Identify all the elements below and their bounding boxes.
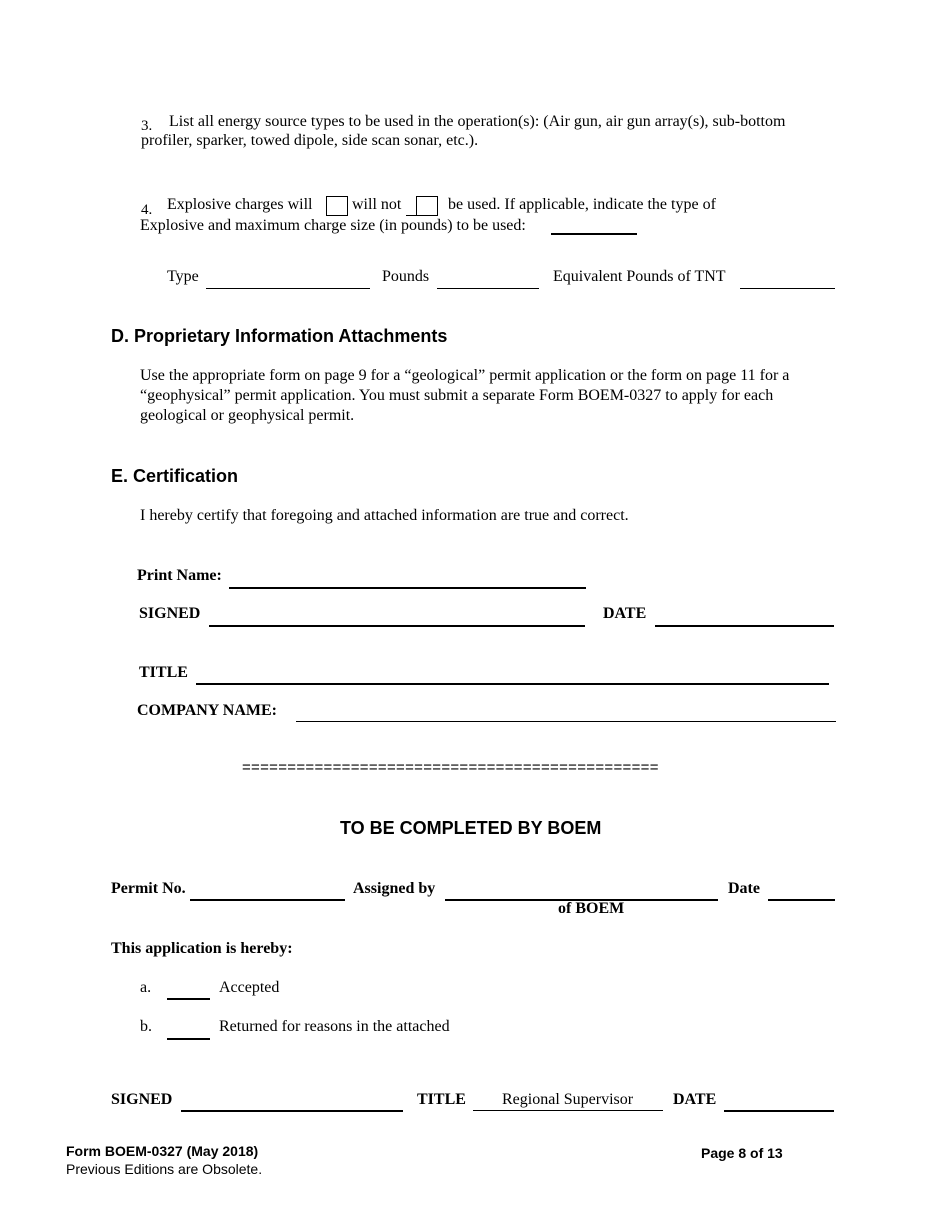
type-label: Type [167,268,199,285]
item4-text-will-not: will not [352,196,402,213]
section-d-heading: D. Proprietary Information Attachments [111,326,448,346]
company-name-label: COMPANY NAME: [137,702,277,719]
boem-signed-field[interactable] [181,1110,403,1112]
footer-form-id: Form BOEM-0327 (May 2018) [66,1143,259,1159]
footer-obsolete: Previous Editions are Obsolete. [66,1161,263,1177]
option-b-letter: b. [140,1018,152,1035]
title-label: TITLE [139,664,188,681]
will-not-underline [406,215,416,216]
boem-title-field [473,1110,663,1111]
item3-text-line2: profiler, sparker, towed dipole, side scan sonar, etc.). [141,132,479,149]
item4-number: 4. [141,202,153,218]
returned-field[interactable] [167,1038,210,1040]
type-field[interactable] [206,288,370,289]
will-not-checkbox[interactable] [416,196,438,216]
of-boem-label: of BOEM [558,900,625,917]
boem-heading: TO BE COMPLETED BY BOEM [340,818,602,838]
item4-text-be-used: be used. If applicable, indicate the type of [448,196,716,213]
tnt-label: Equivalent Pounds of TNT [553,268,726,285]
boem-date2-label: DATE [673,1091,717,1108]
permit-no-label: Permit No. [111,880,186,897]
boem-date-label: Date [728,880,760,897]
option-a-text: Accepted [219,979,280,996]
certification-statement: I hereby certify that foregoing and attached information are true and correct. [140,507,629,524]
title-field[interactable] [196,683,829,685]
boem-title-label: TITLE [417,1091,466,1108]
date-label: DATE [603,605,647,622]
item3-number: 3. [141,118,153,134]
boem-signed-label: SIGNED [111,1091,173,1108]
section-d-line3: geological or geophysical permit. [140,407,355,424]
option-b-text: Returned for reasons in the attached [219,1018,450,1035]
boem-date-field[interactable] [768,899,835,901]
boem-date2-field[interactable] [724,1110,834,1112]
signed-label: SIGNED [139,605,201,622]
footer-page-number: Page 8 of 13 [701,1145,783,1161]
permit-no-field[interactable] [190,899,345,901]
pounds-field[interactable] [437,288,539,289]
charge-size-field[interactable] [551,233,637,235]
signed-field[interactable] [209,625,585,627]
separator-line: ============================================== [242,759,659,776]
item3-text-line1: List all energy source types to be used in the operation(s): (Air gun, air gun array(s), sub-bottom [169,113,786,130]
option-a-letter: a. [140,979,152,996]
tnt-field[interactable] [740,288,835,289]
section-d-line2: “geophysical” permit application. You must submit a separate Form BOEM-0327 to apply for each [140,387,774,404]
company-name-field[interactable] [296,721,836,722]
hereby-label: This application is hereby: [111,940,293,957]
print-name-label: Print Name: [137,567,222,584]
boem-title-value: Regional Supervisor [502,1091,634,1108]
print-name-field[interactable] [229,587,586,589]
will-checkbox[interactable] [326,196,348,216]
assigned-by-label: Assigned by [353,880,436,897]
accepted-field[interactable] [167,998,210,1000]
section-e-heading: E. Certification [111,466,239,486]
item4-text-line2: Explosive and maximum charge size (in pounds) to be used: [140,217,526,234]
section-d-line1: Use the appropriate form on page 9 for a “geological” permit application or the form on page 11 for a [140,367,790,384]
date-field[interactable] [655,625,834,627]
pounds-label: Pounds [382,268,430,285]
item4-text-will: Explosive charges will [167,196,313,213]
